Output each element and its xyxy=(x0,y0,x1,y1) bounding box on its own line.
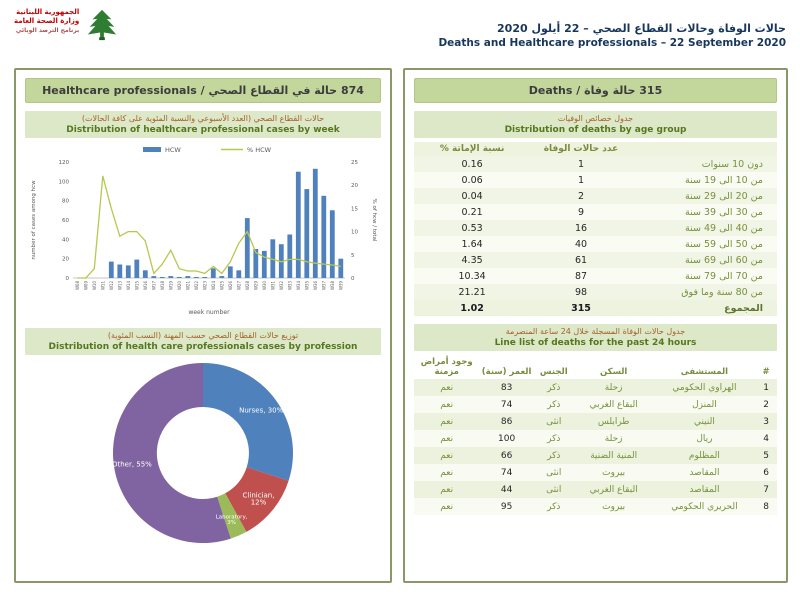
donut-label: 12% xyxy=(250,498,267,507)
age-group-cell: من 60 الى 69 سنة xyxy=(632,252,777,268)
weekly-chart-subtitle xyxy=(25,111,381,138)
hospital-cell: ريال xyxy=(654,430,756,447)
chronic-disease-cell: نعم xyxy=(414,396,479,413)
deaths-panel-header: 315 حالة وفاة / Deaths xyxy=(414,78,777,103)
svg-text:40: 40 xyxy=(62,237,69,244)
line-list-column-header: # xyxy=(762,367,770,377)
age-group-cell: من 20 الى 29 سنة xyxy=(632,188,777,204)
svg-text:10: 10 xyxy=(351,229,358,236)
svg-text:W09: W09 xyxy=(83,281,89,291)
death-number-cell: 4 xyxy=(755,430,777,447)
cfr-cell: 1.64 xyxy=(414,236,530,252)
svg-text:W10: W10 xyxy=(91,281,97,291)
age-group-cell: من 50 الى 59 سنة xyxy=(632,236,777,252)
linelist-subtitle xyxy=(414,324,777,351)
residence-cell: زحلة xyxy=(574,379,654,396)
svg-text:W33: W33 xyxy=(287,281,293,291)
age-table-header-agegroup xyxy=(632,142,777,156)
report-title-english: Deaths and Healthcare professionals – 22 September 2020 xyxy=(438,37,786,49)
death-number-cell: 5 xyxy=(755,447,777,464)
report-title-arabic: حالات الوفاة وحالات القطاع الصحي – 22 أيلول 2020 xyxy=(497,22,786,35)
donut-label: Nurses, 30% xyxy=(239,406,284,415)
line-list-column-header: وجود أمراض مزمنة xyxy=(420,357,473,377)
age-table-header-row xyxy=(414,142,777,156)
residence-cell: طرابلس xyxy=(574,413,654,430)
line-list-column-header: الجنس xyxy=(539,367,568,377)
svg-text:W27: W27 xyxy=(236,281,242,291)
svg-text:number of cases among hcw: number of cases among hcw xyxy=(31,180,37,260)
donut-slice-nurses xyxy=(203,363,293,481)
chart-legend xyxy=(143,146,272,154)
death-number-cell: 8 xyxy=(755,498,777,515)
profession-chart-subtitle-english: Distribution of health care professionals cases by profession xyxy=(48,342,358,352)
hospital-cell: النيني xyxy=(654,413,756,430)
hospital-cell: الهراوي الحكومي xyxy=(654,379,756,396)
donut-label: Clinician, xyxy=(242,491,275,500)
svg-text:W14: W14 xyxy=(125,281,131,291)
age-table-row xyxy=(414,268,777,284)
donut-label: 3% xyxy=(227,519,236,526)
deaths-count-cell: 315 xyxy=(530,300,632,316)
svg-text:W23: W23 xyxy=(202,281,208,291)
gender-cell: انثى xyxy=(534,413,574,430)
age-table-header-cfr: نسبة الإماتة % xyxy=(414,142,530,156)
svg-text:100: 100 xyxy=(58,179,69,186)
age-distribution-table xyxy=(414,142,777,316)
svg-text:W19: W19 xyxy=(168,281,174,291)
cfr-cell: 0.16 xyxy=(414,156,530,172)
age-table-subtitle xyxy=(414,111,777,138)
line-list-row xyxy=(414,413,777,430)
healthcare-panel xyxy=(14,68,392,583)
death-number-cell: 7 xyxy=(755,481,777,498)
svg-text:% HCW: % HCW xyxy=(247,146,272,154)
age-table-row xyxy=(414,188,777,204)
svg-text:W34: W34 xyxy=(295,281,301,291)
line-list-table xyxy=(414,355,777,515)
svg-text:W29: W29 xyxy=(253,281,259,291)
gender-cell: ذكر xyxy=(534,379,574,396)
svg-text:W21: W21 xyxy=(185,281,191,291)
deaths-count-cell: 40 xyxy=(530,236,632,252)
svg-text:W26: W26 xyxy=(227,281,233,291)
age-group-cell: دون 10 سنوات xyxy=(632,156,777,172)
svg-text:W11: W11 xyxy=(100,281,106,291)
svg-text:W38: W38 xyxy=(329,281,335,291)
gender-cell: ذكر xyxy=(534,447,574,464)
chronic-disease-cell: نعم xyxy=(414,481,479,498)
chronic-disease-cell: نعم xyxy=(414,379,479,396)
svg-text:W20: W20 xyxy=(176,281,182,291)
deaths-count-cell: 1 xyxy=(530,172,632,188)
svg-text:W17: W17 xyxy=(151,281,157,291)
weekly-chart-container xyxy=(25,142,381,328)
svg-text:W22: W22 xyxy=(193,281,199,291)
chronic-disease-cell: نعم xyxy=(414,430,479,447)
age-cell: 100 xyxy=(479,430,533,447)
cfr-cell: 0.53 xyxy=(414,220,530,236)
age-group-cell: المجموع xyxy=(632,300,777,316)
cfr-cell: 0.04 xyxy=(414,188,530,204)
logo-text-line2: وزارة الصحة العامة xyxy=(14,17,80,25)
svg-text:W39: W39 xyxy=(338,281,344,291)
age-table-row xyxy=(414,300,777,316)
donut-chart-container xyxy=(25,359,381,551)
age-cell: 66 xyxy=(479,447,533,464)
line-list-row xyxy=(414,481,777,498)
gender-cell: انثى xyxy=(534,464,574,481)
residence-cell: البقاع الغربي xyxy=(574,396,654,413)
deaths-count-cell: 16 xyxy=(530,220,632,236)
deaths-count-cell: 9 xyxy=(530,204,632,220)
svg-text:0: 0 xyxy=(65,276,69,282)
chronic-disease-cell: نعم xyxy=(414,464,479,481)
chronic-disease-cell: نعم xyxy=(414,447,479,464)
gender-cell: ذكر xyxy=(534,396,574,413)
age-group-cell: من 30 الى 39 سنة xyxy=(632,204,777,220)
svg-text:W15: W15 xyxy=(134,281,140,291)
age-table-header-deaths: عدد حالات الوفاة xyxy=(530,142,632,156)
svg-text:20: 20 xyxy=(62,256,69,263)
age-table-row xyxy=(414,220,777,236)
line-list-column-header: العمر (سنة) xyxy=(481,367,532,377)
svg-text:HCW: HCW xyxy=(165,146,181,154)
hospital-cell: المقاصد xyxy=(654,481,756,498)
gender-cell: ذكر xyxy=(534,498,574,515)
line-list-row xyxy=(414,396,777,413)
pct-hcw-line xyxy=(77,176,341,278)
death-number-cell: 3 xyxy=(755,413,777,430)
deaths-count-cell: 1 xyxy=(530,156,632,172)
cfr-cell: 21.21 xyxy=(414,284,530,300)
svg-text:W37: W37 xyxy=(321,281,327,291)
hospital-cell: المنزل xyxy=(654,396,756,413)
svg-text:5: 5 xyxy=(351,252,355,259)
age-table-row xyxy=(414,156,777,172)
age-table-row xyxy=(414,284,777,300)
moph-logo-text xyxy=(14,8,79,35)
cfr-cell: 0.21 xyxy=(414,204,530,220)
deaths-count-cell: 61 xyxy=(530,252,632,268)
deaths-count-cell: 87 xyxy=(530,268,632,284)
svg-text:week number: week number xyxy=(188,309,230,316)
residence-cell: المنية الضنية xyxy=(574,447,654,464)
line-list-header-row xyxy=(414,355,777,379)
cedar-tree-icon xyxy=(85,8,119,42)
donut-label: Laboratory, xyxy=(215,514,248,521)
line-list-body xyxy=(414,379,777,515)
line-list-row xyxy=(414,447,777,464)
svg-text:80: 80 xyxy=(62,198,69,205)
profession-chart-subtitle xyxy=(25,328,381,355)
linelist-subtitle-arabic: جدول حالات الوفاة المسجلة خلال 24 ساعة المنصرمة xyxy=(505,327,686,336)
svg-text:W31: W31 xyxy=(270,281,276,291)
hospital-cell: الحريري الحكومي xyxy=(654,498,756,515)
death-number-cell: 1 xyxy=(755,379,777,396)
age-cell: 95 xyxy=(479,498,533,515)
age-cell: 74 xyxy=(479,464,533,481)
hospital-cell: المقاصد xyxy=(654,464,756,481)
line-list-column-header: السكن xyxy=(599,367,628,377)
line-list-row xyxy=(414,464,777,481)
hospital-cell: المظلوم xyxy=(654,447,756,464)
age-table-row xyxy=(414,252,777,268)
residence-cell: بيروت xyxy=(574,464,654,481)
line-list-row xyxy=(414,430,777,447)
svg-text:W08: W08 xyxy=(74,281,80,291)
age-group-cell: من 80 سنة وما فوق xyxy=(632,284,777,300)
age-table-body xyxy=(414,156,777,316)
age-table-subtitle-english: Distribution of deaths by age group xyxy=(504,125,687,135)
cfr-cell: 10.34 xyxy=(414,268,530,284)
gender-cell: انثى xyxy=(534,481,574,498)
report-title xyxy=(438,22,786,50)
age-cell: 83 xyxy=(479,379,533,396)
svg-text:15: 15 xyxy=(351,206,358,213)
svg-text:W28: W28 xyxy=(244,281,250,291)
svg-text:% of hcw / total: % of hcw / total xyxy=(371,198,377,242)
age-table-subtitle-arabic: جدول خصائص الوفيات xyxy=(557,114,634,123)
svg-text:W24: W24 xyxy=(210,281,216,291)
age-cell: 44 xyxy=(479,481,533,498)
age-group-cell: من 70 الى 79 سنة xyxy=(632,268,777,284)
healthcare-panel-header: 874 حالة في القطاع الصحي / Healthcare professionals xyxy=(25,78,381,103)
age-group-cell: من 40 الى 49 سنة xyxy=(632,220,777,236)
deaths-count-cell: 2 xyxy=(530,188,632,204)
svg-text:W32: W32 xyxy=(278,281,284,291)
age-table-row xyxy=(414,204,777,220)
svg-text:W18: W18 xyxy=(159,281,165,291)
age-table-row xyxy=(414,236,777,252)
deaths-count-cell: 98 xyxy=(530,284,632,300)
svg-text:120: 120 xyxy=(58,160,69,166)
svg-text:W13: W13 xyxy=(117,281,123,291)
profession-donut-chart xyxy=(78,359,328,547)
svg-text:W36: W36 xyxy=(312,281,318,291)
svg-text:20: 20 xyxy=(351,183,358,190)
linelist-subtitle-english: Line list of deaths for the past 24 hours xyxy=(494,338,697,348)
line-list-column-header: المستشفى xyxy=(680,367,729,377)
svg-text:W16: W16 xyxy=(142,281,148,291)
residence-cell: زحلة xyxy=(574,430,654,447)
deaths-panel xyxy=(403,68,788,583)
line-list-row xyxy=(414,498,777,515)
cfr-cell: 0.06 xyxy=(414,172,530,188)
age-cell: 86 xyxy=(479,413,533,430)
svg-text:60: 60 xyxy=(62,218,69,224)
weekly-chart-subtitle-arabic: حالات القطاع الصحي (العدد الأسبوعي والنسبة المئوية على كافة الحالات) xyxy=(81,114,325,123)
residence-cell: بيروت xyxy=(574,498,654,515)
age-group-cell: من 10 الى 19 سنة xyxy=(632,172,777,188)
profession-chart-subtitle-arabic: توزيع حالات القطاع الصحي حسب المهنة (النسب المئوية) xyxy=(107,331,299,340)
line-list-row xyxy=(414,379,777,396)
logo-text-line3: برنامج الترصد الوبائي xyxy=(15,27,80,34)
donut-label: Other, 55% xyxy=(111,460,152,469)
cfr-cell: 4.35 xyxy=(414,252,530,268)
death-number-cell: 2 xyxy=(755,396,777,413)
svg-text:0: 0 xyxy=(351,276,355,282)
cfr-cell: 1.02 xyxy=(414,300,530,316)
weekly-cases-chart xyxy=(25,142,381,324)
residence-cell: البقاع الغربي xyxy=(574,481,654,498)
age-table-row xyxy=(414,172,777,188)
chronic-disease-cell: نعم xyxy=(414,498,479,515)
svg-text:W25: W25 xyxy=(219,281,225,291)
svg-text:W35: W35 xyxy=(304,281,310,291)
moph-logo xyxy=(14,8,119,42)
gender-cell: ذكر xyxy=(534,430,574,447)
svg-text:W12: W12 xyxy=(108,281,114,291)
age-cell: 74 xyxy=(479,396,533,413)
svg-text:W30: W30 xyxy=(261,281,267,291)
logo-text-line1: الجمهورية اللبنانية xyxy=(16,8,80,16)
chronic-disease-cell: نعم xyxy=(414,413,479,430)
svg-text:25: 25 xyxy=(351,160,358,166)
weekly-chart-subtitle-english: Distribution of healthcare professional cases by week xyxy=(66,125,340,135)
death-number-cell: 6 xyxy=(755,464,777,481)
